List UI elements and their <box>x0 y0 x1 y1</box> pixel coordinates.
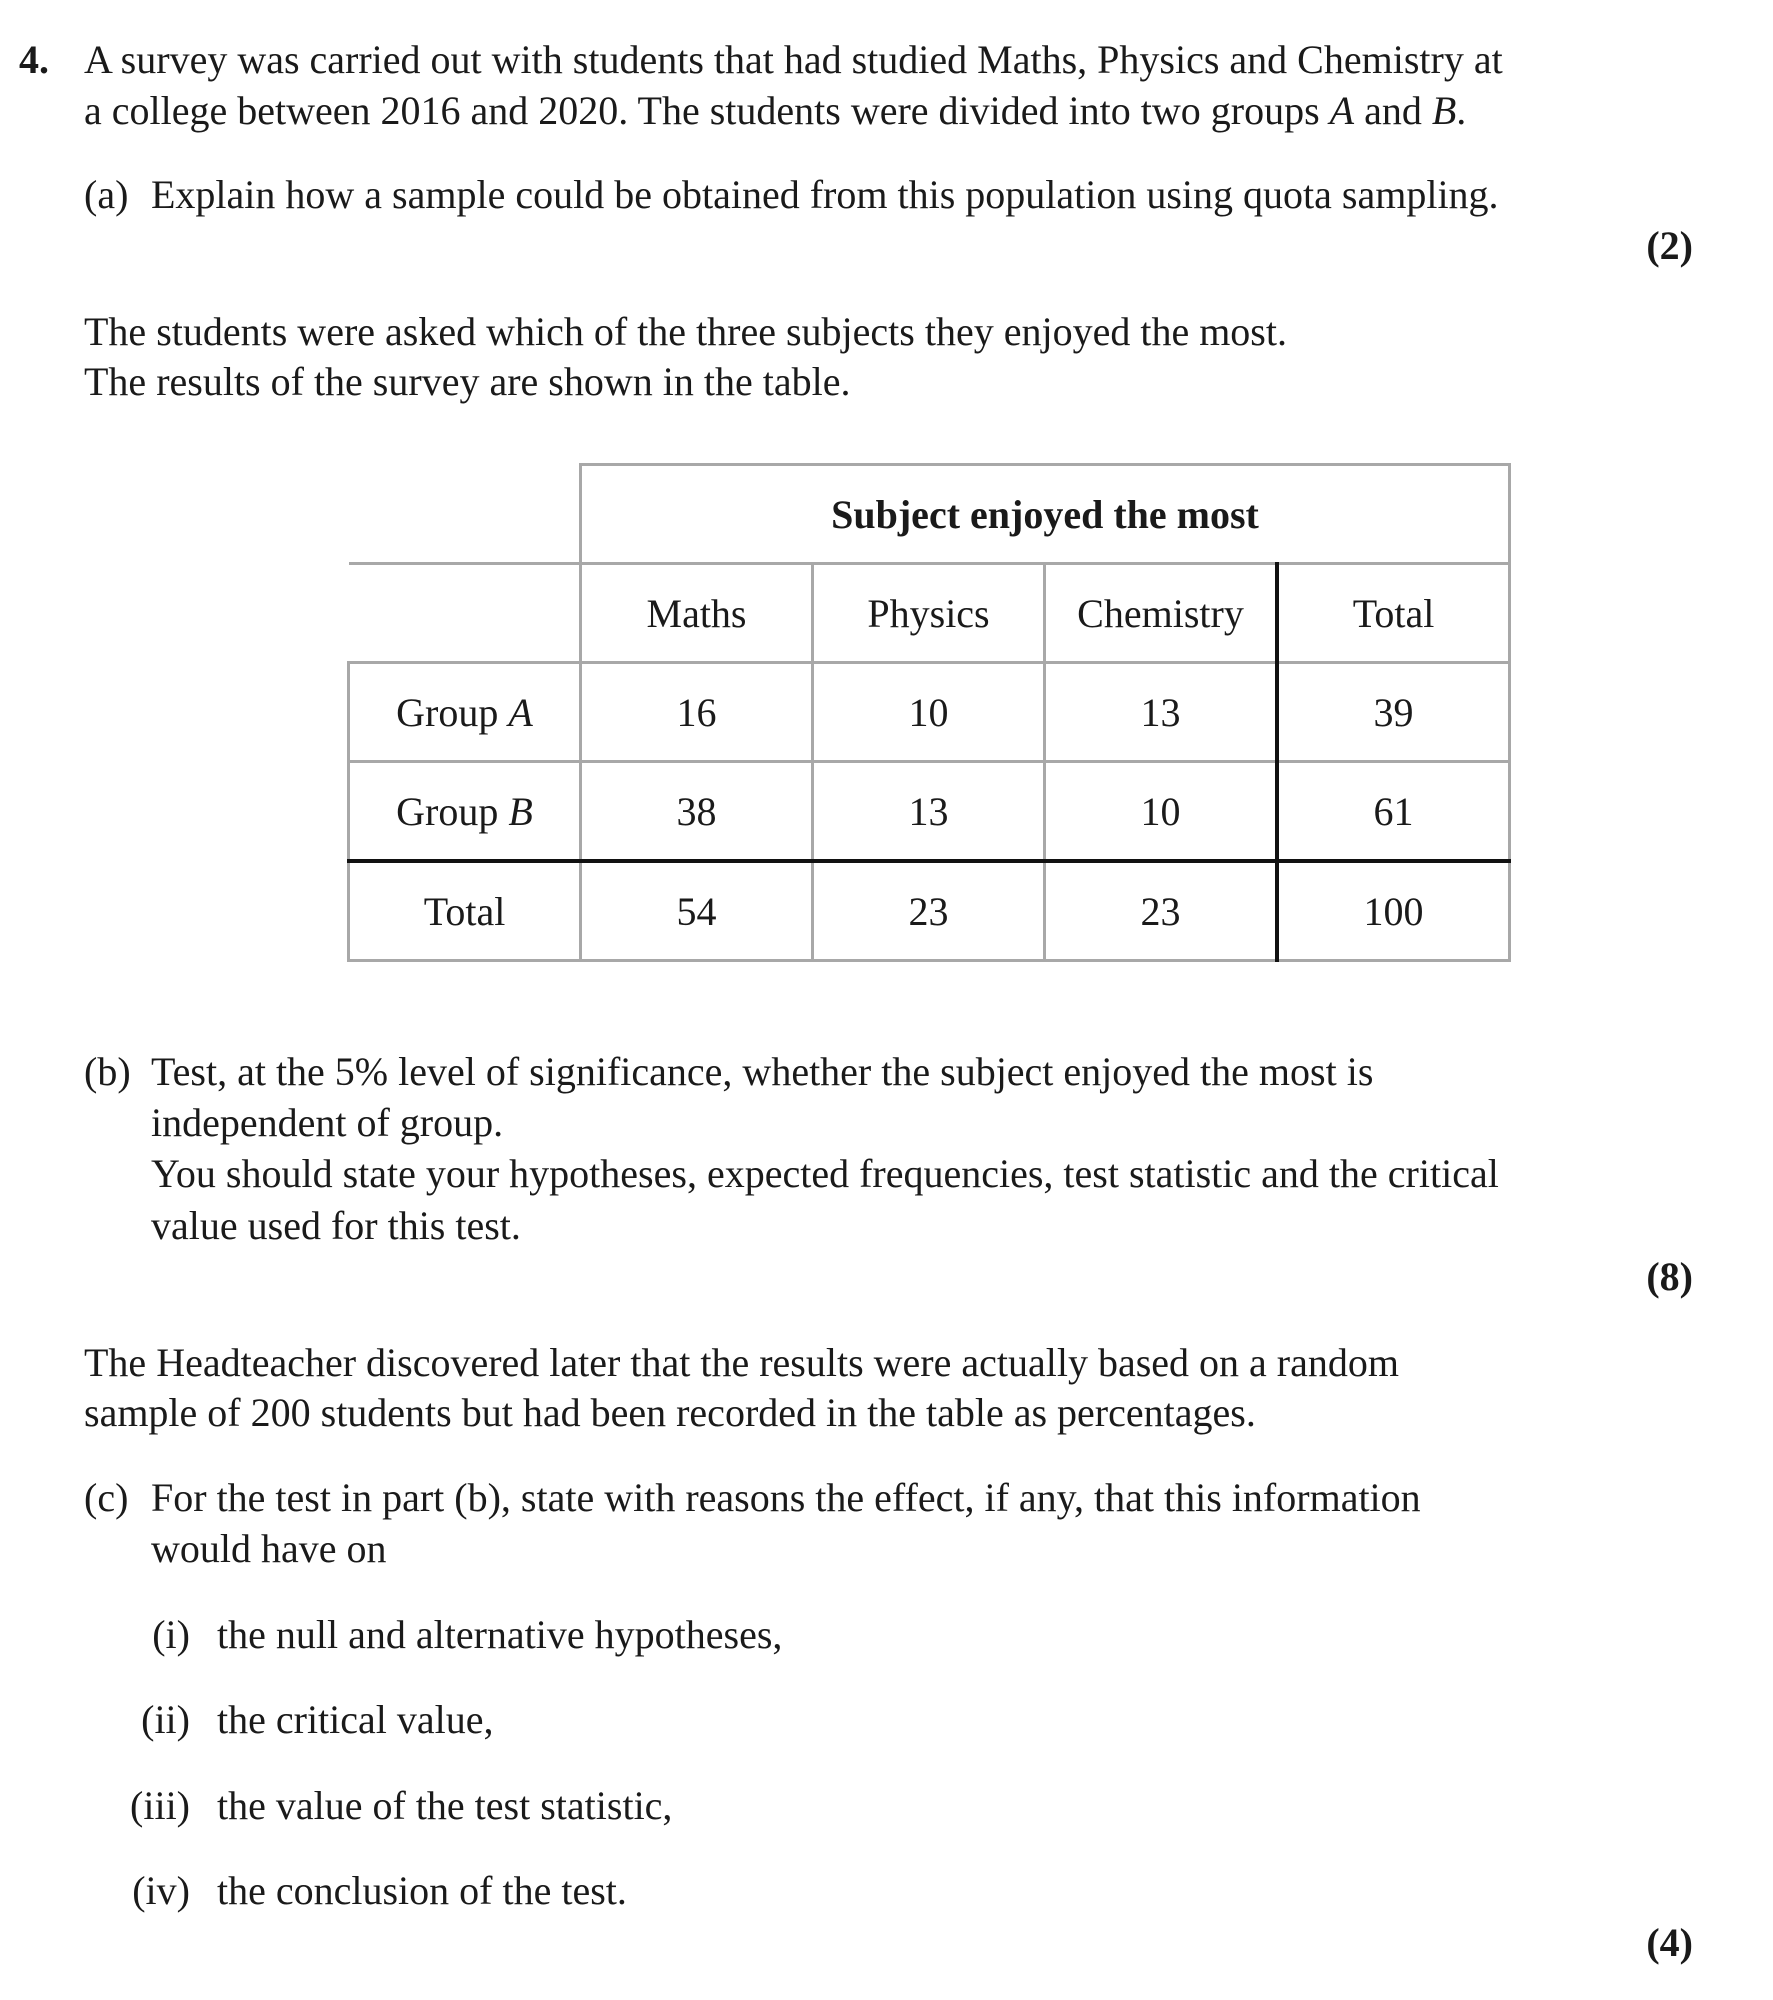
and-text: and <box>1354 88 1432 133</box>
group-a-var: A <box>1329 88 1355 133</box>
part-c-label: (c) <box>84 1475 129 1520</box>
cell: 61 <box>1277 762 1510 862</box>
table-row <box>349 663 1510 762</box>
cell: 39 <box>1277 663 1510 762</box>
item-label: (i) <box>152 1612 190 1657</box>
item-text: the conclusion of the test. <box>217 1868 627 1913</box>
part-c-line2: would have on <box>151 1526 387 1571</box>
cell: 13 <box>813 762 1045 862</box>
header-chemistry: Chemistry <box>1045 564 1278 663</box>
group-b-var: B <box>1431 88 1457 133</box>
part-b-marks: (8) <box>1646 1254 1693 1299</box>
cell: 23 <box>813 861 1045 961</box>
part-b-label: (b) <box>84 1049 131 1094</box>
part-a-text: Explain how a sample could be obtained from this population using quota sampling. <box>151 172 1499 217</box>
part-b-line2: independent of group. <box>151 1100 504 1145</box>
part-a-label: (a) <box>84 172 129 217</box>
cell: 10 <box>1045 762 1278 862</box>
table-row <box>349 762 1510 862</box>
period: . <box>1456 88 1467 133</box>
intro-line-2 <box>84 86 1466 136</box>
cell: 100 <box>1277 861 1510 961</box>
row-label <box>349 762 581 862</box>
para1-line2: The results of the survey are shown in the table. <box>84 359 851 404</box>
intro-line-1: A survey was carried out with students that had studied Maths, Physics and Chemistry at <box>84 37 1503 82</box>
para2-line1: The Headteacher discovered later that the results were actually based on a random <box>84 1340 1399 1385</box>
cell: 54 <box>581 861 813 961</box>
item-label: (iii) <box>130 1783 190 1828</box>
survey-table <box>347 463 1511 962</box>
cell: 10 <box>813 663 1045 762</box>
item-label: (ii) <box>141 1697 190 1742</box>
row-label-var: A <box>508 689 533 735</box>
part-a-marks: (2) <box>1646 223 1693 268</box>
header-maths: Maths <box>581 564 813 663</box>
row-label <box>349 663 581 762</box>
row-label-var: B <box>508 788 533 834</box>
item-label: (iv) <box>132 1868 190 1913</box>
part-b-line3: You should state your hypotheses, expected frequencies, test statistic and the critical <box>151 1151 1499 1196</box>
header-total: Total <box>1277 564 1510 663</box>
part-b-line4: value used for this test. <box>151 1203 521 1248</box>
header-physics: Physics <box>813 564 1045 663</box>
item-text: the critical value, <box>217 1697 494 1742</box>
para1-line1: The students were asked which of the three subjects they enjoyed the most. <box>84 309 1287 354</box>
row-label <box>349 861 581 961</box>
empty-cell <box>349 564 581 663</box>
cell: 23 <box>1045 861 1278 961</box>
part-c-marks: (4) <box>1646 1920 1693 1965</box>
item-text: the null and alternative hypotheses, <box>217 1612 783 1657</box>
part-b-line1: Test, at the 5% level of significance, whether the subject enjoyed the most is <box>151 1049 1374 1094</box>
row-label-text: Group <box>396 788 509 834</box>
cell: 16 <box>581 663 813 762</box>
para2-line2: sample of 200 students but had been recorded in the table as percentages. <box>84 1390 1256 1435</box>
table-title: Subject enjoyed the most <box>581 465 1510 564</box>
table-row-total <box>349 861 1510 961</box>
cell: 38 <box>581 762 813 862</box>
part-c-line1: For the test in part (b), state with reasons the effect, if any, that this information <box>151 1475 1421 1520</box>
question-number: 4. <box>19 37 49 82</box>
row-label-text: Group <box>396 689 509 735</box>
empty-cell <box>349 465 581 564</box>
cell: 13 <box>1045 663 1278 762</box>
item-text: the value of the test statistic, <box>217 1783 673 1828</box>
intro-text: a college between 2016 and 2020. The students were divided into two groups <box>84 88 1330 133</box>
row-label-text: Total <box>423 888 506 934</box>
